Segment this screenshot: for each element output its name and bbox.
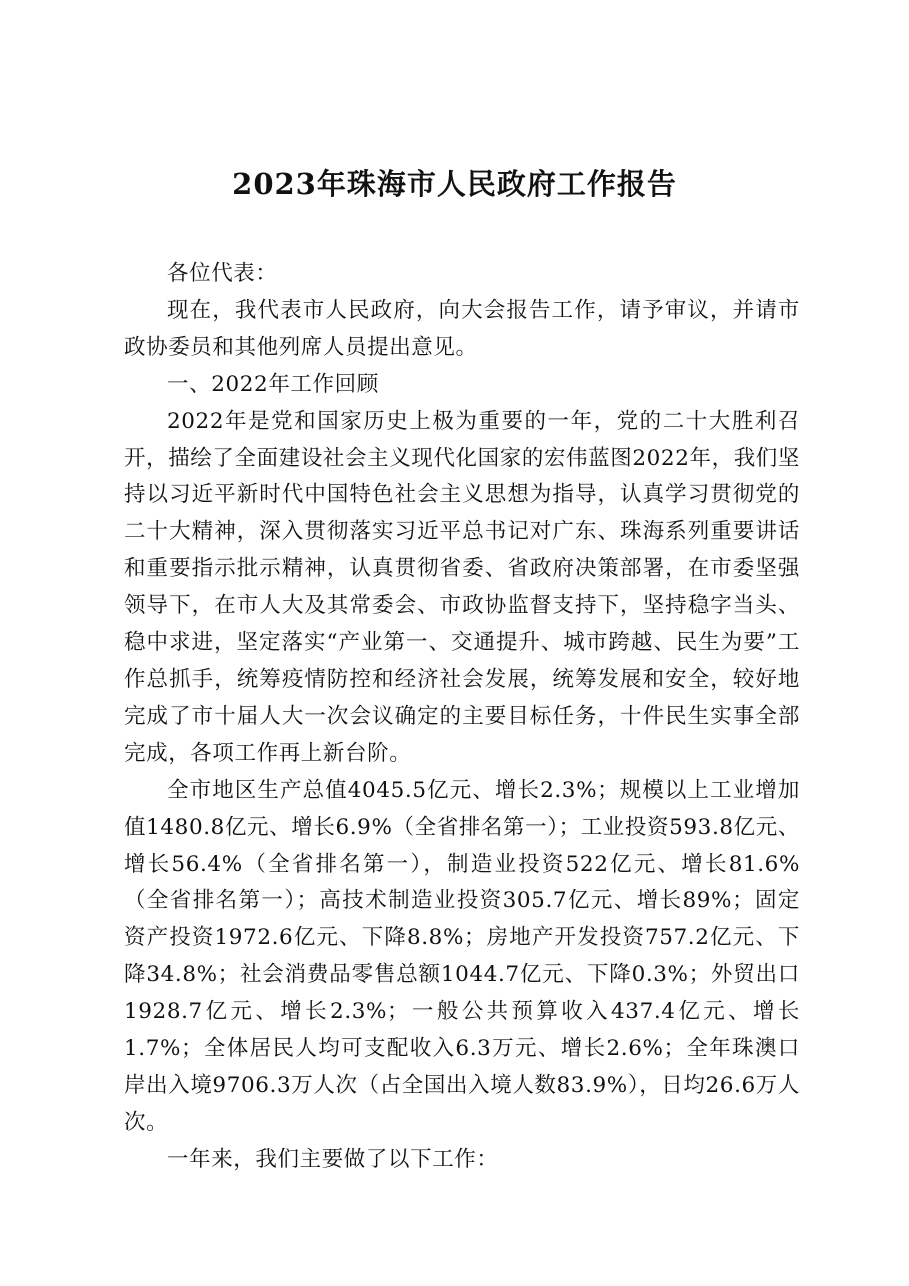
statistics-paragraph: 全市地区生产总值4045.5亿元、增长2.3%；规模以上工业增加值1480.8亿元、增长6.9%（全省排名第一）；工业投资593.8亿元、增长56.4%（全省排名第一），制造业投资522亿元、增长81.6%（全省排名第一）；高技术制造业投资305.7亿元、增长89%；固定资产投资1972.6亿元、下降8.8%；房地产开发投资757.2亿元、下降34.8%；社会消费品零售总额1044.7亿元、下降0.3%；外贸出口1928.7亿元、增长2.3%；一般公共预算收入437.4亿元、增长1.7%；全体居民人均可支配收入6.3万元、增长2.6%；全年珠澳口岸出入境9706.3万人次（占全国出入境人数83.9%），日均26.6万人次。 (124, 777, 800, 1135)
opening-paragraph: 现在，我代表市人民政府，向大会报告工作，请予审议，并请市政协委员和其他列席人员提出意见。 (124, 297, 800, 360)
salutation-paragraph: 各位代表： (167, 261, 278, 286)
work-intro-paragraph: 一年来，我们主要做了以下工作： (167, 1146, 499, 1172)
section-heading: 一、2022年工作回顾 (167, 371, 379, 397)
review-paragraph: 2022年是党和国家历史上极为重要的一年，党的二十大胜利召开，描绘了全面建设社会主义现代化国家的宏伟蓝图2022年，我们坚持以习近平新时代中国特色社会主义思想为指导，认真学习贯彻党的二十大精神，深入贯彻落实习近平总书记对广东、珠海系列重要讲话和重要指示批示精神，认真贯彻省委、省政府决策部署，在市委坚强领导下，在市人大及其常委会、市政协监督支持下，坚持稳字当头、稳中求进，坚定落实“产业第一、交通提升、城市跨越、民生为要”工作总抓手，统筹疫情防控和经济社会发展，统筹发展和安全，较好地完成了市十届人大一次会议确定的主要目标任务，十件民生实事全部完成，各项工作再上新台阶。 (124, 408, 800, 766)
document-body (124, 256, 800, 1179)
document-title: 2023年珠海市人民政府工作报告 (232, 167, 677, 201)
